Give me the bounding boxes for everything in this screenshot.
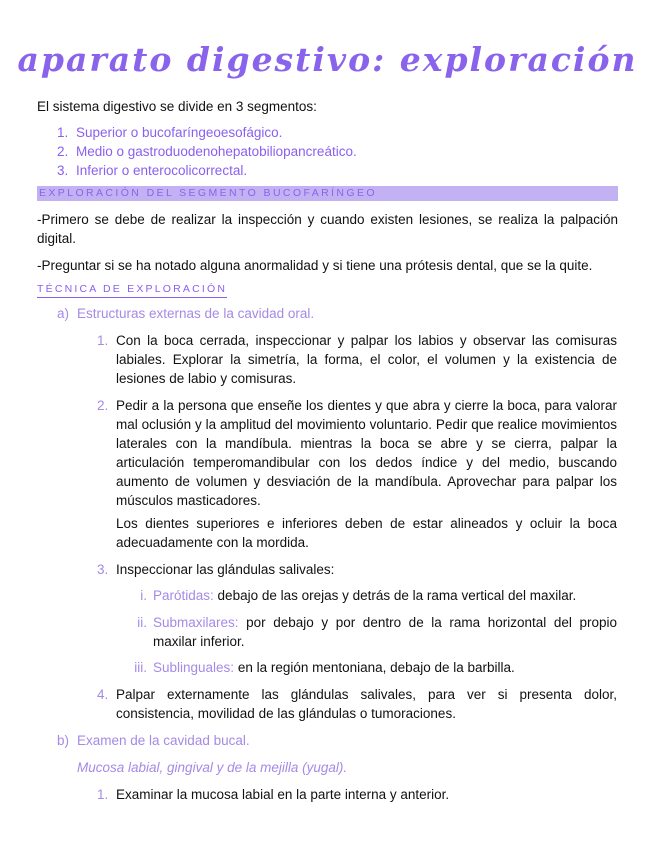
segment-number: 1. xyxy=(57,125,69,140)
section-header-bar xyxy=(37,186,618,201)
list-item: Examinar la mucosa labial en la parte interna y anterior. xyxy=(116,787,450,802)
paragraph-inspection: -Primero se debe de realizar la inspección y cuando existen lesiones, se realiza la palpación digital. xyxy=(37,212,618,246)
list-item: Inspeccionar las glándulas salivales: xyxy=(116,562,335,577)
subsection-title: Examen de la cavidad bucal. xyxy=(77,733,250,748)
item-number: 4. xyxy=(97,687,109,702)
gland-number: ii. xyxy=(137,615,147,630)
subsection-letter: a) xyxy=(57,306,70,321)
list-item: Pedir a la persona que enseñe los dientes y que abra y cierre la boca, para valorar mal oclusión y la amplitud del movimiento voluntario. Pedir que realice movimientos laterales con la mandíbula. mientras la boca se abre y se cierra, palpar la articulación temperomandibular con los dedos índice y del medio, buscando aumento de volumen y desviación de la mandíbula. Aprovechar para palpar los músculos masticadores. xyxy=(116,398,617,508)
subsection-caption: Mucosa labial, gingival y de la mejilla (yugal). xyxy=(77,760,348,775)
list-item: Palpar externamente las glándulas salivales, para ver si presenta dolor, consistencia, movilidad de las glándulas o tumoraciones. xyxy=(116,687,617,721)
gland-name: Parótidas: xyxy=(153,588,214,603)
gland-desc: debajo de las orejas y detrás de la rama vertical del maxilar. xyxy=(213,588,577,603)
gland-desc: en la región mentoniana, debajo de la barbilla. xyxy=(234,660,515,675)
item-number: 1. xyxy=(97,333,109,348)
page-title: aparato digestivo: exploración xyxy=(17,40,638,79)
item-number: 2. xyxy=(97,398,109,413)
segment-number: 3. xyxy=(57,163,69,178)
segment-item: Superior o bucofaríngeoesofágico. xyxy=(76,125,283,140)
paragraph-question: -Preguntar si se ha notado alguna anormalidad y si tiene una prótesis dental, que se la quite. xyxy=(37,258,593,273)
gland-name: Submaxilares: xyxy=(153,615,239,630)
segment-item: Medio o gastroduodenohepatobiliopancreático. xyxy=(76,144,357,159)
intro-text: El sistema digestivo se divide en 3 segmentos: xyxy=(37,99,317,114)
item-number: 1. xyxy=(97,787,109,802)
segment-item: Inferior o enterocolicorrectal. xyxy=(76,163,248,178)
gland-item xyxy=(153,586,617,605)
gland-item xyxy=(153,613,617,651)
list-item: Con la boca cerrada, inspeccionar y palpar los labios y observar las comisuras labiales. Explorar la simetría, la forma, el color, el volumen y la existencia de lesiones de labio y comisuras. xyxy=(116,333,617,386)
list-item-continuation: Los dientes superiores e inferiores deben de estar alineados y ocluir la boca adecuadamente con la mordida. xyxy=(116,516,617,550)
subsection-title: Estructuras externas de la cavidad oral. xyxy=(77,306,315,321)
gland-number: i. xyxy=(140,588,147,603)
item-number: 3. xyxy=(97,562,109,577)
gland-desc: por debajo y por dentro de la rama horizontal del propio maxilar inferior. xyxy=(153,615,617,649)
gland-name: Sublinguales: xyxy=(153,660,235,675)
gland-item xyxy=(153,658,617,677)
gland-number: iii. xyxy=(134,660,147,675)
segment-number: 2. xyxy=(57,144,69,159)
technique-heading: TÉCNICA DE EXPLORACIÓN xyxy=(37,283,227,298)
subsection-letter: b) xyxy=(57,733,70,748)
section-header: EXPLORACIÓN DEL SEGMENTO BUCOFARÍNGEO xyxy=(39,187,377,199)
